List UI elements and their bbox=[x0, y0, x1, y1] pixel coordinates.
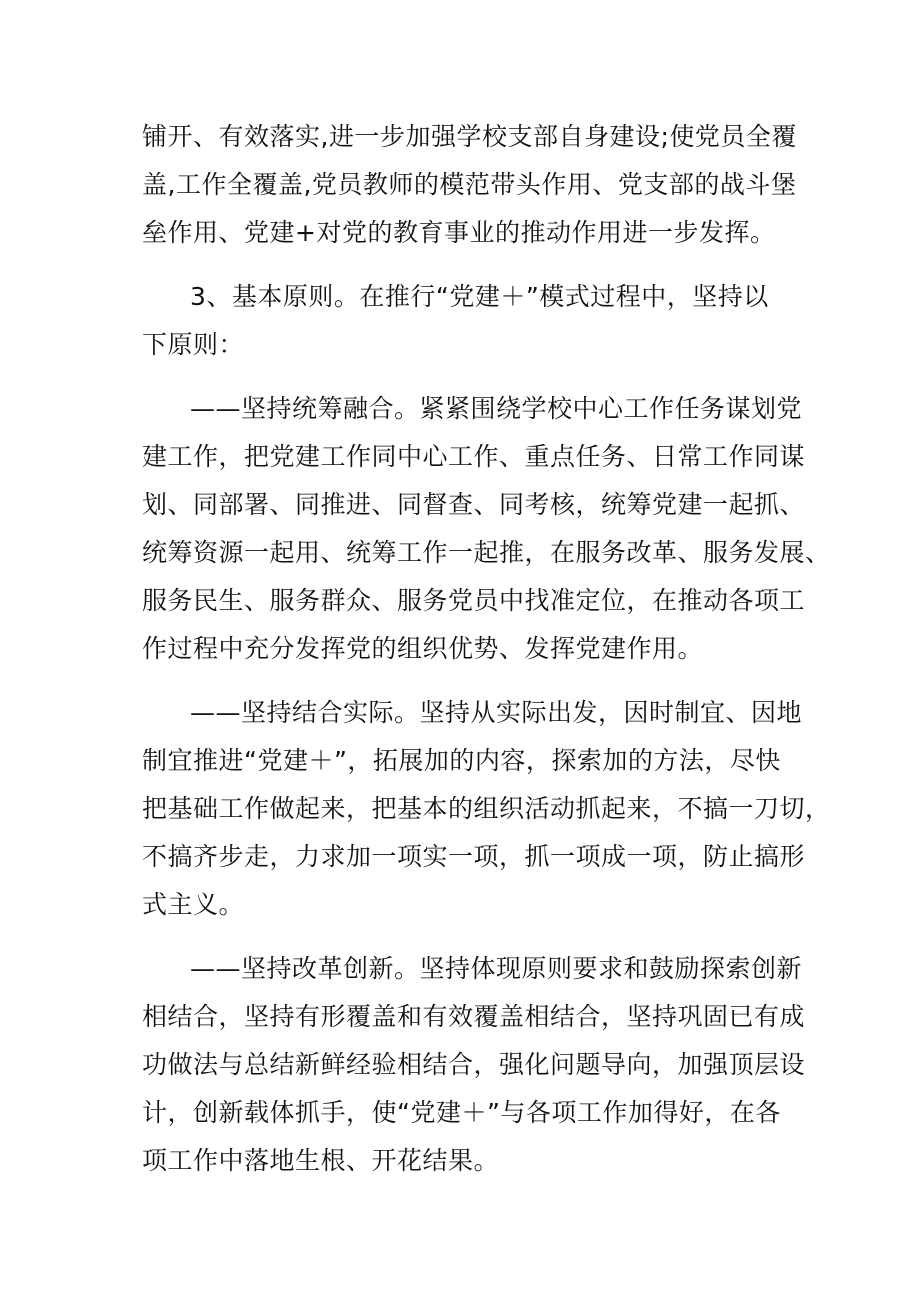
text-line: 作过程中充分发挥党的组织优势、发挥党建作用。 bbox=[142, 634, 704, 663]
text-line: 服务民生、服务群众、服务党员中找准定位，在推动各项工 bbox=[142, 586, 806, 615]
text-line: ——坚持改革创新。坚持体现原则要求和鼓励探索创新 bbox=[190, 954, 803, 983]
text-line: ——坚持统筹融合。紧紧围绕学校中心工作任务谋划党 bbox=[190, 394, 803, 423]
text-line: 不搞齐步走，力求加一项实一项，抓一项成一项，防止搞形 bbox=[142, 842, 806, 871]
text-line: ——坚持结合实际。坚持从实际出发，因时制宜、因地 bbox=[190, 698, 803, 727]
text-line: 下原则： bbox=[142, 330, 245, 359]
text-line: 计，创新载体抓手，使“党建＋”与各项工作加得好，在各 bbox=[142, 1098, 781, 1127]
text-line: 统筹资源一起用、统筹工作一起推，在服务改革、服务发展、 bbox=[142, 538, 831, 567]
text-line: 制宜推进“党建＋”，拓展加的内容，探索加的方法，尽快 bbox=[142, 746, 781, 775]
text-line: 相结合，坚持有形覆盖和有效覆盖相结合，坚持巩固已有成 bbox=[142, 1002, 806, 1031]
text-line: 建工作，把党建工作同中心工作、重点任务、日常工作同谋 bbox=[142, 442, 806, 471]
text-line: 式主义。 bbox=[142, 890, 245, 919]
text-line: 盖,工作全覆盖,党员教师的模范带头作用、党支部的战斗堡 bbox=[142, 170, 797, 199]
text-line: 功做法与总结新鲜经验相结合，强化问题导向，加强顶层设 bbox=[142, 1050, 806, 1079]
text-line: 项工作中落地生根、开花结果。 bbox=[142, 1146, 500, 1175]
text-line: 划、同部署、同推进、同督查、同考核，统筹党建一起抓、 bbox=[142, 490, 806, 519]
text-line: 垒作用、党建+对党的教育事业的推动作用进一步发挥。 bbox=[142, 218, 776, 247]
text-line: 铺开、有效落实,进一步加强学校支部自身建设;使党员全覆 bbox=[142, 122, 797, 151]
text-line: 3、基本原则。在推行“党建＋”模式过程中，坚持以 bbox=[190, 282, 769, 311]
text-line: 把基础工作做起来，把基本的组织活动抓起来，不搞一刀切， bbox=[142, 794, 831, 823]
